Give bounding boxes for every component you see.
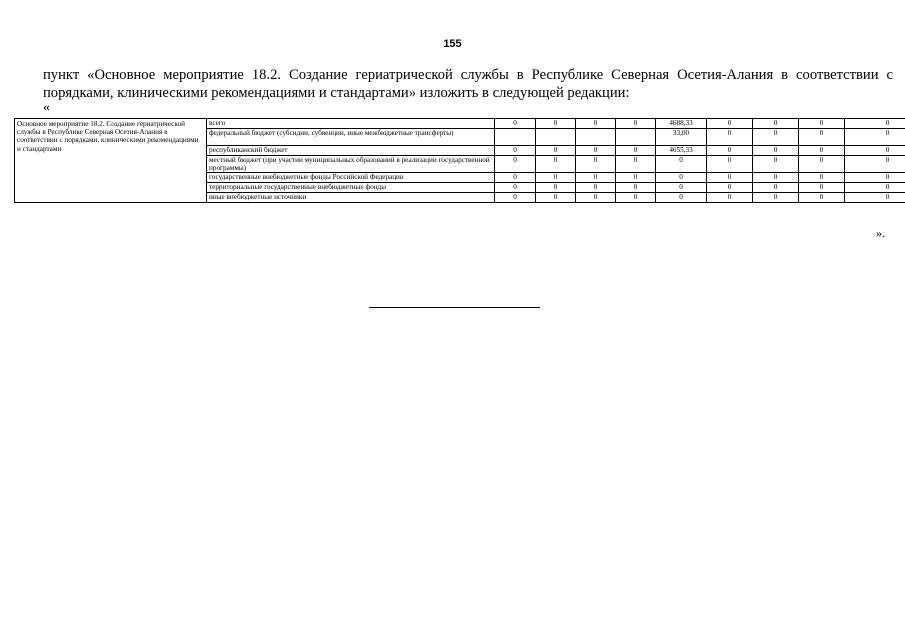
value-cell: 4655,33 xyxy=(656,146,707,156)
value-cell: 0 xyxy=(799,173,845,183)
value-cell: 0 xyxy=(707,119,753,129)
value-cell: 0 xyxy=(495,193,536,203)
value-cell: 0 xyxy=(753,146,799,156)
value-cell: 0 xyxy=(845,146,905,156)
value-cell: 0 xyxy=(799,156,845,173)
value-cell: 0 xyxy=(707,183,753,193)
value-cell: 0 xyxy=(707,173,753,183)
value-cell: 0 xyxy=(495,173,536,183)
value-cell: 4688,33 xyxy=(656,119,707,129)
value-cell: 0 xyxy=(536,156,576,173)
value-cell: 0 xyxy=(576,193,616,203)
funding-source-cell: территориальные государственные внебюджетные фонды xyxy=(207,183,495,193)
value-cell: 0 xyxy=(616,156,656,173)
value-cell: 0 xyxy=(707,156,753,173)
value-cell: 0 xyxy=(495,183,536,193)
value-cell: 0 xyxy=(536,146,576,156)
value-cell: 0 xyxy=(576,183,616,193)
funding-source-cell: республиканский бюджет xyxy=(207,146,495,156)
value-cell: 0 xyxy=(845,173,905,183)
value-cell: 0 xyxy=(707,193,753,203)
value-cell: 0 xyxy=(616,119,656,129)
table-row xyxy=(15,119,905,129)
close-quote: ». xyxy=(876,226,885,240)
value-cell: 0 xyxy=(576,119,616,129)
funding-source-cell: государственные внебюджетные фонды Российской Федерации xyxy=(207,173,495,183)
value-cell xyxy=(495,129,536,146)
value-cell: 0 xyxy=(799,129,845,146)
value-cell xyxy=(616,129,656,146)
value-cell: 0 xyxy=(707,146,753,156)
value-cell: 0 xyxy=(753,119,799,129)
page-number: 155 xyxy=(443,38,462,50)
funding-source-cell: всего xyxy=(207,119,495,129)
value-cell: 0 xyxy=(536,183,576,193)
value-cell: 0 xyxy=(656,156,707,173)
funding-table-body xyxy=(15,119,905,203)
value-cell: 0 xyxy=(753,129,799,146)
value-cell: 0 xyxy=(845,193,905,203)
value-cell: 0 xyxy=(753,156,799,173)
value-cell: 0 xyxy=(536,119,576,129)
value-cell: 0 xyxy=(495,119,536,129)
value-cell: 0 xyxy=(495,146,536,156)
open-quote: « xyxy=(43,100,50,115)
value-cell: 0 xyxy=(656,193,707,203)
value-cell: 0 xyxy=(799,119,845,129)
funding-source-cell: местный бюджет (при участии муниципальных образований в реализации государственной программы) xyxy=(207,156,495,173)
funding-source-cell: федеральный бюджет (субсидии, субвенции, иные межбюджетные трансферты) xyxy=(207,129,495,146)
value-cell: 0 xyxy=(799,183,845,193)
value-cell xyxy=(536,129,576,146)
value-cell: 0 xyxy=(753,193,799,203)
value-cell: 0 xyxy=(616,173,656,183)
value-cell: 0 xyxy=(576,156,616,173)
value-cell: 0 xyxy=(799,146,845,156)
value-cell: 0 xyxy=(845,183,905,193)
value-cell: 0 xyxy=(845,119,905,129)
value-cell: 0 xyxy=(616,146,656,156)
value-cell: 0 xyxy=(576,146,616,156)
value-cell: 0 xyxy=(616,193,656,203)
funding-table xyxy=(14,118,905,203)
value-cell: 0 xyxy=(707,129,753,146)
value-cell: 0 xyxy=(799,193,845,203)
value-cell: 0 xyxy=(536,173,576,183)
value-cell: 0 xyxy=(576,173,616,183)
measure-name-cell: Основное мероприятие 18.2. Создание гериатрической службы в Республике Северная Осетия-Алания в соответствии с порядками, клиническими рекомендациями и стандартами xyxy=(15,119,207,203)
value-cell: 0 xyxy=(495,156,536,173)
funding-source-cell: иные внебюджетные источники xyxy=(207,193,495,203)
value-cell: 0 xyxy=(845,156,905,173)
value-cell: 0 xyxy=(753,183,799,193)
value-cell: 0 xyxy=(656,173,707,183)
value-cell: 0 xyxy=(536,193,576,203)
separator-line xyxy=(369,307,540,308)
value-cell: 0 xyxy=(616,183,656,193)
value-cell: 0 xyxy=(656,183,707,193)
value-cell: 0 xyxy=(753,173,799,183)
value-cell: 0 xyxy=(845,129,905,146)
value-cell: 33,00 xyxy=(656,129,707,146)
value-cell xyxy=(576,129,616,146)
amendment-paragraph: пункт «Основное мероприятие 18.2. Создание гериатрической службы в Республике Северная Осетия-Алания в соответствии с порядками, клиническими рекомендациями и стандартами» изложить в следующей редакции: xyxy=(43,67,893,101)
